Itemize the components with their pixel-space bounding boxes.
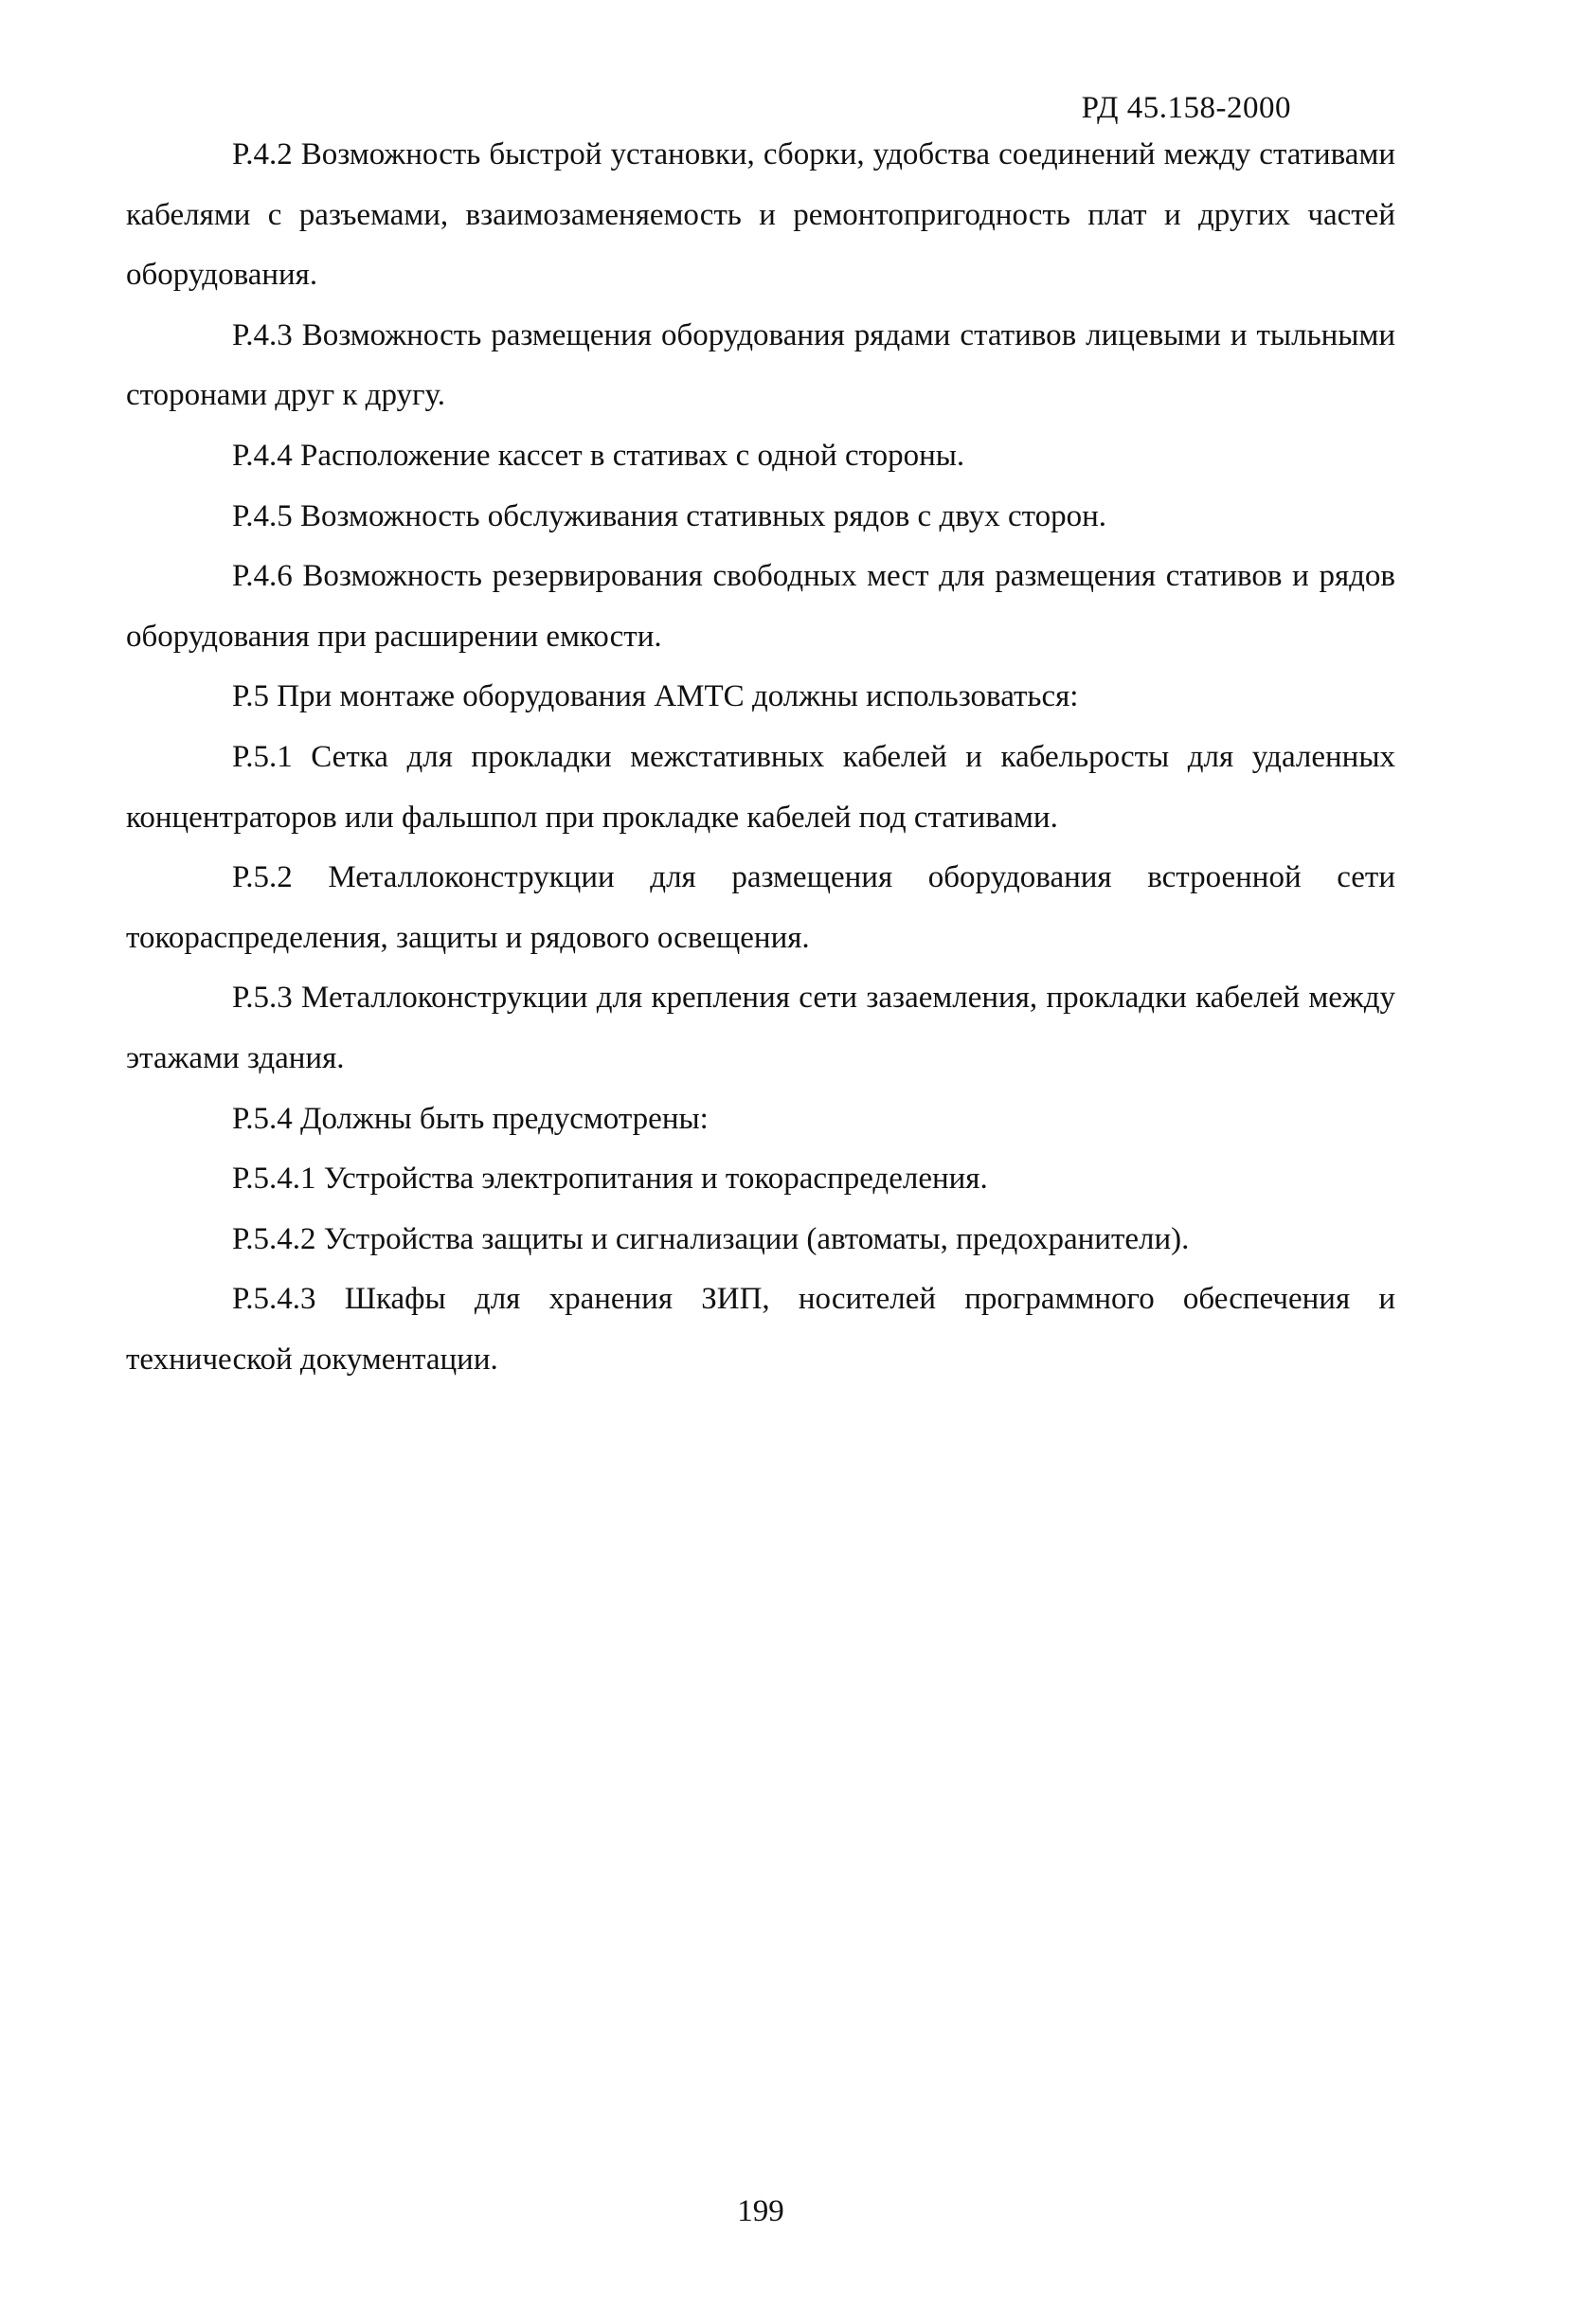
- paragraph-p-4-4: Р.4.4 Расположение кассет в стативах с одной стороны.: [232, 438, 965, 473]
- paragraph-p-5-4-1: Р.5.4.1 Устройства электропитания и токораспределения.: [232, 1162, 988, 1197]
- paragraph-p-4-3: Р.4.3 Возможность размещения оборудования рядами стативов лицевыми и тыльными сторонами друг к другу.: [126, 317, 1395, 413]
- paragraph-p-5-3: Р.5.3 Металлоконструкции для крепления сети зазаемления, прокладки кабелей между этажами здания.: [126, 981, 1395, 1075]
- paragraph-p-5-4-2: Р.5.4.2 Устройства защиты и сигнализации (автоматы, предохранители).: [232, 1221, 1190, 1256]
- paragraph-p-4-6: Р.4.6 Возможность резервирования свободных мест для размещения стативов и рядов оборудования при расширении емкости.: [126, 559, 1395, 654]
- paragraph-p-5: Р.5 При монтаже оборудования АМТС должны использоваться:: [232, 679, 1079, 714]
- paragraph-p-5-4: Р.5.4 Должны быть предусмотрены:: [232, 1101, 709, 1136]
- page-number: 199: [737, 2194, 784, 2228]
- paragraph-p-5-2: Р.5.2 Металлоконструкции для размещения оборудования встроенной сети токораспределения, защиты и рядового освещения.: [126, 860, 1395, 955]
- document-body: [126, 125, 1395, 1390]
- paragraph-p-4-2: Р.4.2 Возможность быстрой установки, сборки, удобства соединений между стативами кабелями с разъемами, взаимозаменяемость и ремонтопригодность плат и других частей оборудования.: [126, 137, 1395, 293]
- document-code: РД 45.158-2000: [1081, 91, 1291, 125]
- paragraph-p-4-5: Р.4.5 Возможность обслуживания стативных рядов с двух сторон.: [232, 498, 1106, 533]
- paragraph-p-5-4-3: Р.5.4.3 Шкафы для хранения ЗИП, носителей программного обеспечения и технической документации.: [126, 1282, 1395, 1377]
- paragraph-p-5-1: Р.5.1 Сетка для прокладки межстативных кабелей и кабельросты для удаленных концентраторов или фальшпол при прокладке кабелей под стативами.: [126, 739, 1395, 835]
